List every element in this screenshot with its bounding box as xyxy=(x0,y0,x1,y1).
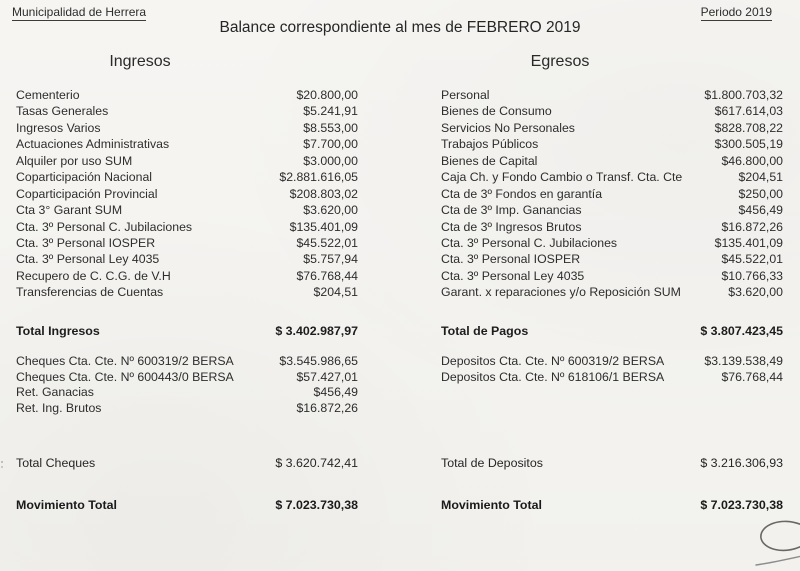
cheques-list xyxy=(16,354,358,416)
ledger-row-amount: $3.000,00 xyxy=(303,153,358,168)
ledger-row-amount: $5.241,91 xyxy=(303,104,358,119)
ledger-row xyxy=(441,354,783,370)
depositos-list xyxy=(441,354,783,385)
ledger-row-label: Recupero de C. C.G. de V.H xyxy=(16,268,171,283)
total-pagos-amount: $ 3.807.423,45 xyxy=(700,324,783,338)
ledger-row-label: Cheques Cta. Cte. Nº 600443/0 BERSA xyxy=(16,369,234,384)
ingresos-section-header: Ingresos xyxy=(109,53,171,70)
ledger-row-label: Trabajos Públicos xyxy=(441,137,539,152)
ledger-row-label: Cta 3° Garant SUM xyxy=(16,203,123,218)
ledger-row-label: Cta de 3º Imp. Ganancias xyxy=(441,203,582,218)
ledger-row-amount: $7.700,00 xyxy=(303,137,358,152)
ledger-row xyxy=(16,87,358,103)
ledger-row-amount: $45.522,01 xyxy=(296,235,358,250)
ledger-row xyxy=(16,202,358,218)
ledger-row-amount: $204,51 xyxy=(738,170,783,185)
ledger-row-label: Bienes de Capital xyxy=(441,153,538,168)
ledger-row xyxy=(16,284,358,300)
ingresos-items-list xyxy=(16,87,358,301)
ledger-row-label: Coparticipación Nacional xyxy=(16,170,153,185)
ledger-row xyxy=(16,370,358,386)
total-pagos-row xyxy=(441,324,783,338)
movimiento-total-label: Movimiento Total xyxy=(441,498,542,512)
ledger-row-label: Cta. 3º Personal IOSPER xyxy=(441,252,581,267)
ledger-row xyxy=(441,169,783,185)
ledger-row-label: Ingresos Varios xyxy=(16,120,101,135)
ledger-row-amount: $46.800,00 xyxy=(721,153,783,168)
ledger-row-amount: $456,49 xyxy=(738,203,783,218)
ledger-row-label: Depositos Cta. Cte. Nº 600319/2 BERSA xyxy=(441,354,665,368)
ledger-row-amount: $456,49 xyxy=(313,385,358,399)
ledger-row-amount: $135.401,09 xyxy=(714,235,783,250)
ledger-row-amount: $617.614,03 xyxy=(714,104,783,119)
scan-artifact xyxy=(1,461,3,463)
ledger-row-label: Cta. 3º Personal Ley 4035 xyxy=(16,252,160,267)
ledger-row-label: Cheques Cta. Cte. Nº 600319/2 BERSA xyxy=(16,354,234,368)
ledger-row-amount: $45.522,01 xyxy=(721,252,783,267)
ledger-row xyxy=(441,370,783,386)
page-title: Balance correspondiente al mes de FEBRERO 2019 xyxy=(219,19,581,36)
ledger-row-label: Ret. Ing. Brutos xyxy=(16,400,102,415)
ledger-row xyxy=(16,251,358,267)
ledger-row-amount: $3.139.538,49 xyxy=(704,354,783,368)
ledger-row xyxy=(441,136,783,152)
ledger-row-amount: $1.800.703,32 xyxy=(704,88,783,102)
ledger-row-label: Cta de 3º Ingresos Brutos xyxy=(441,219,582,234)
movimiento-total-label: Movimiento Total xyxy=(16,498,117,512)
ledger-row-label: Coparticipación Provincial xyxy=(16,186,158,201)
movimiento-total-left-row xyxy=(16,498,358,512)
total-ingresos-label: Total Ingresos xyxy=(16,324,100,338)
ledger-row-amount: $8.553,00 xyxy=(303,120,358,135)
ledger-row xyxy=(441,87,783,103)
movimiento-total-amount: $ 7.023.730,38 xyxy=(275,498,358,512)
ledger-row-amount: $3.620,00 xyxy=(303,203,358,218)
total-depositos-amount: $ 3.216.306,93 xyxy=(700,456,783,470)
total-cheques-label: Total Cheques xyxy=(16,456,96,470)
ledger-row-amount: $828.708,22 xyxy=(714,120,783,135)
ledger-row-label: Bienes de Consumo xyxy=(441,104,552,119)
ledger-row-label: Transferencias de Cuentas xyxy=(16,285,164,300)
ledger-row xyxy=(16,120,358,136)
ledger-row xyxy=(441,153,783,169)
ledger-row xyxy=(441,103,783,119)
ledger-row-amount: $250,00 xyxy=(738,186,783,201)
egresos-items-list xyxy=(441,87,783,301)
period-label-text: Periodo 2019 xyxy=(700,5,772,19)
org-name-text: Municipalidad de Herrera xyxy=(12,5,147,19)
ledger-row xyxy=(441,202,783,218)
total-cheques-amount: $ 3.620.742,41 xyxy=(275,456,358,470)
total-cheques-row xyxy=(16,456,358,470)
ledger-row-amount: $2.881.616,05 xyxy=(279,170,358,185)
ledger-row-label: Cta de 3º Fondos en garantía xyxy=(441,186,603,201)
ledger-row xyxy=(16,354,358,370)
ledger-row-label: Actuaciones Administrativas xyxy=(16,137,170,152)
ledger-row xyxy=(441,235,783,251)
ledger-row-amount: $208.803,02 xyxy=(289,186,358,201)
ledger-row xyxy=(16,235,358,251)
ledger-row-label: Depositos Cta. Cte. Nº 618106/1 BERSA xyxy=(441,369,665,384)
ledger-row-label: Servicios No Personales xyxy=(441,120,575,135)
total-ingresos-amount: $ 3.402.987,97 xyxy=(275,324,358,338)
ledger-row-amount: $3.545.986,65 xyxy=(279,354,358,368)
ledger-row xyxy=(16,153,358,169)
ledger-row-label: Tasas Generales xyxy=(16,104,109,119)
ledger-row-label: Ret. Ganacias xyxy=(16,385,94,399)
total-depositos-label: Total de Depositos xyxy=(441,456,543,470)
ledger-row-amount: $204,51 xyxy=(313,285,358,300)
ledger-row-label: Alquiler por uso SUM xyxy=(16,153,133,168)
org-name xyxy=(12,5,146,19)
ledger-row-amount: $16.872,26 xyxy=(721,219,783,234)
ledger-row-label: Cta. 3º Personal Ley 4035 xyxy=(441,268,585,283)
ledger-row xyxy=(16,186,358,202)
ledger-row xyxy=(16,268,358,284)
period-label xyxy=(701,5,772,19)
ledger-row xyxy=(441,268,783,284)
ledger-row-label: Cta. 3º Personal IOSPER xyxy=(16,235,156,250)
ledger-row xyxy=(441,120,783,136)
ledger-row xyxy=(16,169,358,185)
ledger-row-label: Cta. 3º Personal C. Jubilaciones xyxy=(441,235,618,250)
ledger-row-label: Garant. x reparaciones y/o Reposición SUM xyxy=(441,285,681,300)
total-depositos-row xyxy=(441,456,783,470)
total-ingresos-row xyxy=(16,324,358,338)
ledger-row xyxy=(441,186,783,202)
ledger-row-amount: $3.620,00 xyxy=(728,285,783,300)
ledger-row xyxy=(16,385,358,401)
ledger-row xyxy=(16,136,358,152)
total-pagos-label: Total de Pagos xyxy=(441,324,529,338)
movimiento-total-amount: $ 7.023.730,38 xyxy=(700,498,783,512)
ledger-row-amount: $76.768,44 xyxy=(721,369,783,384)
ledger-row-label: Cementerio xyxy=(16,88,80,102)
ledger-row-amount: $20.800,00 xyxy=(296,88,358,102)
movimiento-total-right-row xyxy=(441,498,783,512)
ledger-row-amount: $16.872,26 xyxy=(296,400,358,415)
ledger-row xyxy=(441,284,783,300)
egresos-section-header: Egresos xyxy=(530,53,590,70)
ledger-row xyxy=(16,219,358,235)
ledger-row-label: Caja Ch. y Fondo Cambio o Transf. Cta. Cte xyxy=(441,170,683,185)
ledger-row xyxy=(16,401,358,417)
ledger-row-amount: $5.757,94 xyxy=(303,252,358,267)
ledger-row-amount: $57.427,01 xyxy=(296,369,358,384)
ledger-row-amount: $10.766,33 xyxy=(721,268,783,283)
ledger-row-amount: $300.505,19 xyxy=(714,137,783,152)
signature-stroke xyxy=(730,515,800,571)
ledger-row xyxy=(441,251,783,267)
ledger-row-label: Cta. 3º Personal C. Jubilaciones xyxy=(16,219,193,234)
ledger-row xyxy=(16,103,358,119)
ledger-row-amount: $76.768,44 xyxy=(296,268,358,283)
ledger-row xyxy=(441,219,783,235)
ledger-row-amount: $135.401,09 xyxy=(289,219,358,234)
ledger-row-label: Personal xyxy=(441,88,490,102)
